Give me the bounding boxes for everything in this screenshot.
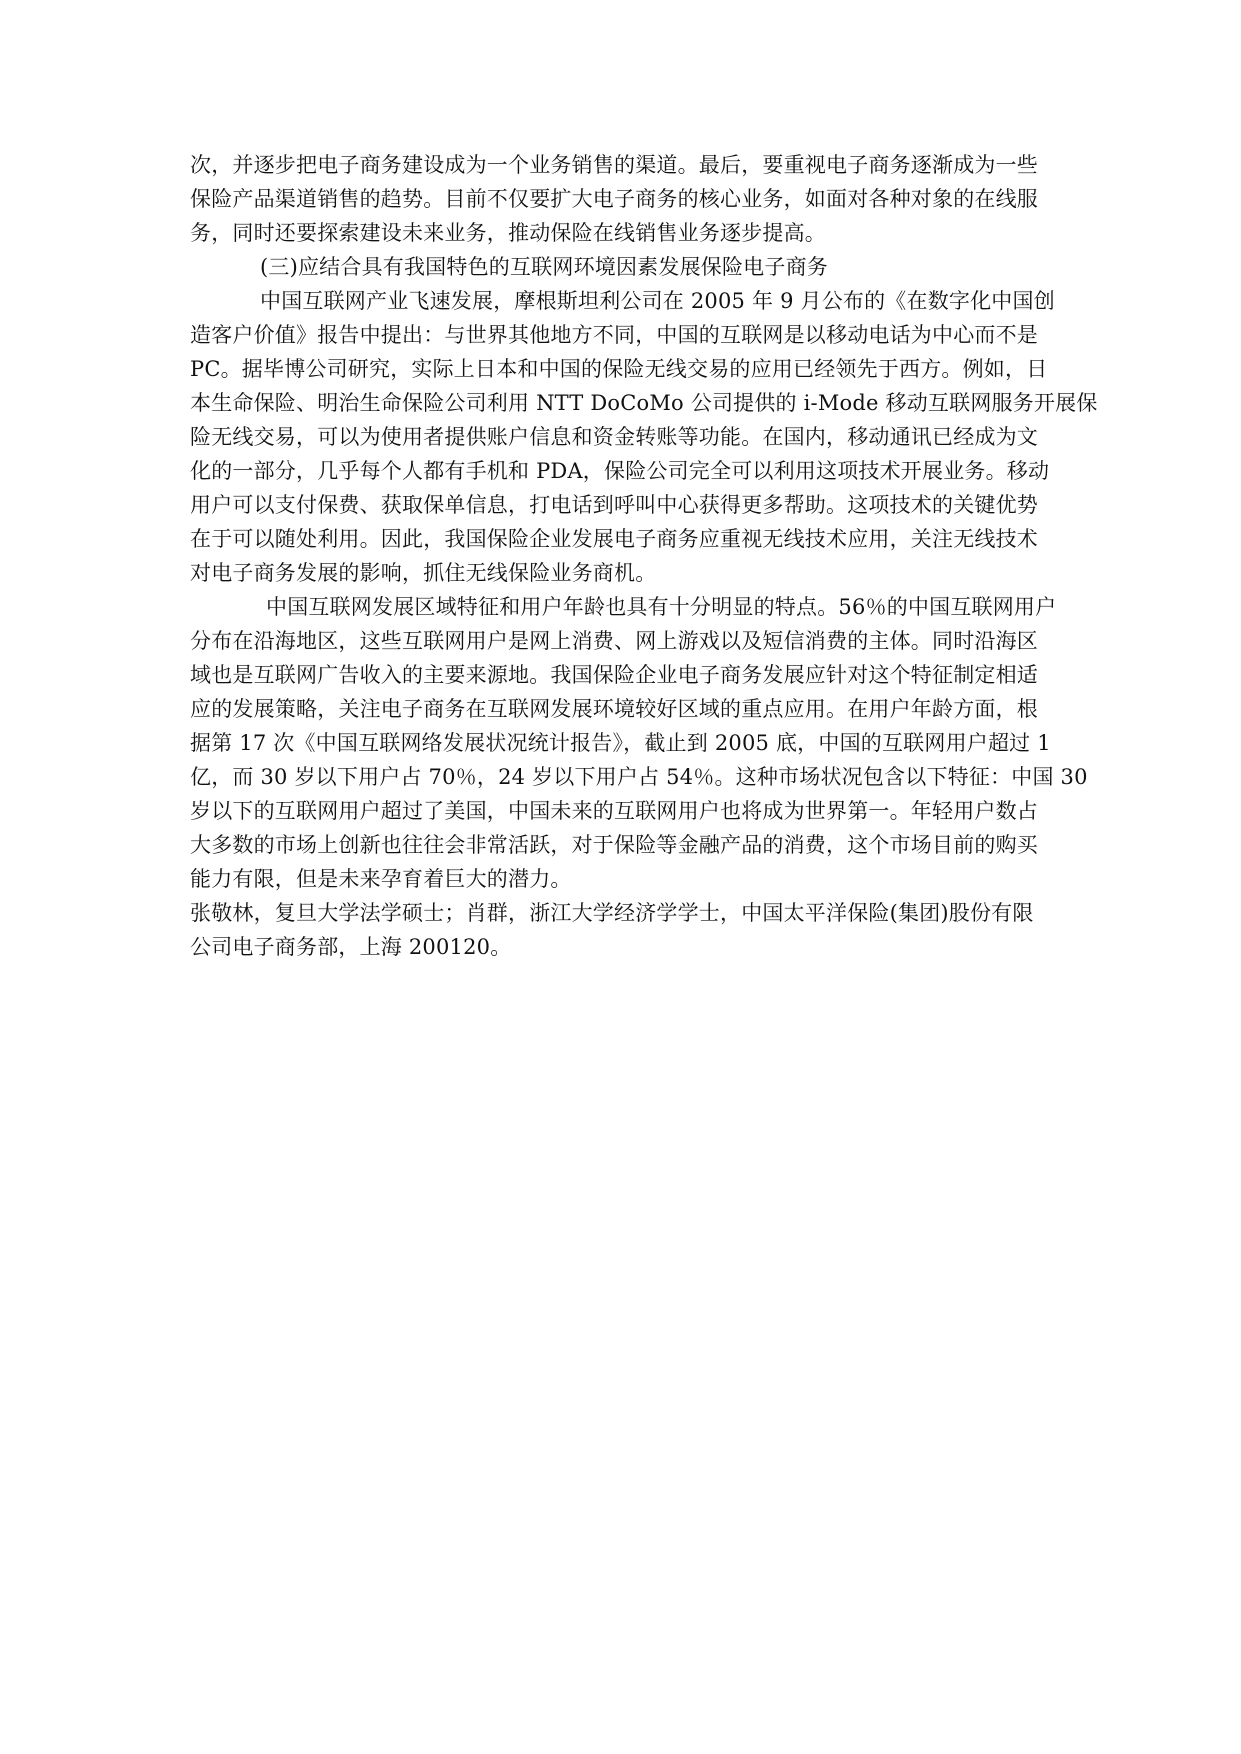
text-line: 应的发展策略，关注电子商务在互联网发展环境较好区域的重点应用。在用户年龄方面，根: [190, 697, 1038, 721]
text-line: 大多数的市场上创新也往往会非常活跃，对于保险等金融产品的消费，这个市场目前的购买: [190, 833, 1038, 857]
text-line: 能力有限，但是未来孕育着巨大的潜力。: [190, 867, 572, 891]
text-line: 分布在沿海地区，这些互联网用户是网上消费、网上游戏以及短信消费的主体。同时沿海区: [190, 629, 1038, 653]
text-line: 保险产品渠道销售的趋势。目前不仅要扩大电子商务的核心业务，如面对各种对象的在线服: [190, 187, 1038, 211]
section-heading: (三)应结合具有我国特色的互联网环境因素发展保险电子商务: [260, 255, 828, 279]
text-line: 公司电子商务部，上海 200120。: [190, 935, 512, 959]
text-line: 务，同时还要探索建设未来业务，推动保险在线销售业务逐步提高。: [190, 221, 826, 245]
text-line: 域也是互联网广告收入的主要来源地。我国保险企业电子商务发展应针对这个特征制定相适: [190, 663, 1038, 687]
document-body: [190, 148, 1098, 964]
text-line: 造客户价值》报告中提出：与世界其他地方不同，中国的互联网是以移动电话为中心而不是: [190, 323, 1038, 347]
text-line: 亿，而 30 岁以下用户占 70％，24 岁以下用户占 54％。这种市场状况包含以下特征：中国 30: [190, 765, 1088, 789]
text-line: PC。据毕博公司研究，实际上日本和中国的保险无线交易的应用已经领先于西方。例如，日: [190, 357, 1048, 381]
text-line: 在于可以随处利用。因此，我国保险企业发展电子商务应重视无线技术应用，关注无线技术: [190, 527, 1038, 551]
text-line: 险无线交易，可以为使用者提供账户信息和资金转账等功能。在国内，移动通讯已经成为文: [190, 425, 1038, 449]
author-note: [190, 896, 1060, 964]
text-line: 用户可以支付保费、获取保单信息，打电话到呼叫中心获得更多帮助。这项技术的关键优势: [190, 493, 1038, 517]
text-line: 对电子商务发展的影响，抓住无线保险业务商机。: [190, 561, 657, 585]
paragraph-wireless: [190, 284, 1098, 590]
text-line: 岁以下的互联网用户超过了美国，中国未来的互联网用户也将成为世界第一。年轻用户数占: [190, 799, 1038, 823]
paragraph-continuation: [190, 148, 1060, 250]
text-line: 化的一部分，几乎每个人都有手机和 PDA，保险公司完全可以利用这项技术开展业务。移动: [190, 459, 1050, 483]
text-line: 中国互联网发展区域特征和用户年龄也具有十分明显的特点。56％的中国互联网用户: [266, 595, 1057, 619]
text-line: 张敬林，复旦大学法学硕士；肖群，浙江大学经济学学士，中国太平洋保险(集团)股份有限: [190, 901, 1034, 925]
text-line: 据第 17 次《中国互联网络发展状况统计报告》，截止到 2005 底，中国的互联网用户超过 1: [190, 731, 1051, 755]
paragraph-regional-age: [190, 590, 1088, 896]
text-line: 本生命保险、明治生命保险公司利用 NTT DoCoMo 公司提供的 i-Mode 移动互联网服务开展保: [190, 391, 1098, 415]
text-line: 次，并逐步把电子商务建设成为一个业务销售的渠道。最后，要重视电子商务逐渐成为一些: [190, 153, 1038, 177]
text-line: 中国互联网产业飞速发展，摩根斯坦利公司在 2005 年 9 月公布的《在数字化中国创: [260, 289, 1055, 313]
